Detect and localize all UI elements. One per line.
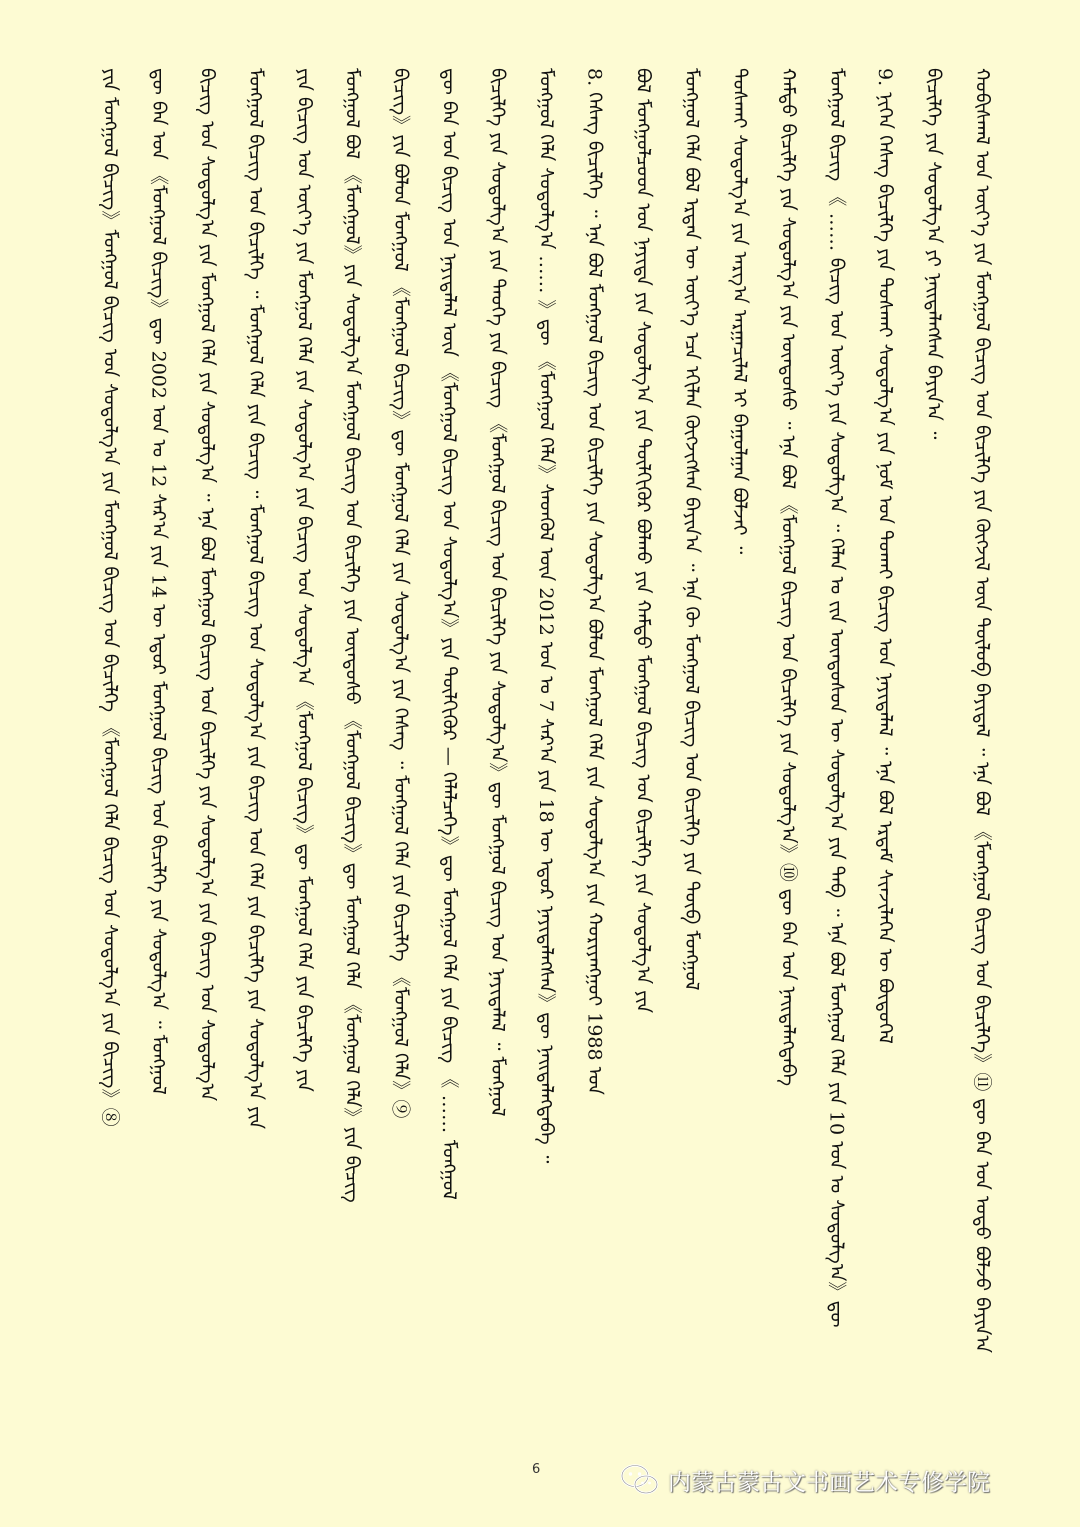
text-column: ᠪᠢᠴᠢᠯᠭᠡ ᠶᠢᠨ ᠰᠤᠳᠤᠯᠭ᠎ᠠ ᠶᠢᠨ ᠲᠡᠦᠬᠡ ᠶᠢᠨ ᠪᠢᠴᠢᠭ 《ᠮᠣᠩᠭᠣᠯ ᠪᠢᠴᠢᠭ ᠤᠨ ᠪᠢᠴᠢᠯᠭᠡ ᠶᠢᠨ ᠰᠤᠳᠤᠯᠭ᠎ᠠ》ᠳᠦ ᠮᠣᠩᠭᠣᠯ ᠪᠢᠴᠢᠭ ᠤᠨ ᠨᠡᠶᠢᠲᠡᠯᠡᠯ ᠃ ᠮᠣᠩᠭᠣᠯ [486,68,509,1117]
text-column: ᠮᠣᠩᠭᠣᠯ ᠪᠣᠯ 《ᠮᠣᠩᠭᠣᠯ》ᠶᠢᠨ ᠰᠤᠳᠤᠯᠭ᠎ᠠ ᠮᠣᠩᠭᠣᠯ ᠪᠢᠴᠢᠭ ᠤᠨ ᠪᠢᠴᠢᠯᠭᠡ ᠶᠢᠨ ᠦᠨᠳᠦᠰᠦ 《ᠮᠣᠩᠭᠣᠯ ᠪᠢᠴᠢᠭ》ᠳᠦ ᠮᠣᠩᠭᠣᠯ ᠬᠡᠯᠡ 《ᠮᠣᠩᠭᠣᠯ ᠬᠡᠯᠡ》ᠶᠢᠨ ᠪᠢᠴᠢᠭ [341,68,364,1203]
text-column: ᠬᠠᠮᠲᠤ ᠪᠢᠴᠢᠯᠭᠡ ᠶᠢᠨ ᠰᠤᠳᠤᠯᠭ᠎ᠠ ᠶᠢᠨ ᠦᠨᠳᠦᠰᠦ ᠃ ᠡᠨᠡ ᠪᠣᠯ 《ᠮᠣᠩᠭᠣᠯ ᠪᠢᠴᠢᠭ ᠤᠨ ᠪᠢᠴᠢᠯᠭᠡ ᠶᠢᠨ ᠰᠤᠳᠤᠯᠭ᠎ᠠ》⑩ ᠳᠦ ᠪᠠᠨ ᠤᠨ ᠨᠡᠢᠲᠡᠯᠡᠭᠳᠡᠪᠡ [777,68,800,1087]
text-column: ᠮᠣᠩᠭᠣᠯ ᠬᠡᠯᠡ ᠪᠣᠯ ᠡᠷᠲᠡᠨ ᠦ ᠦᠶ᠎ᠡ ᠡᠴᠡ ᠡᠬᠢᠯᠡᠨ ᠬᠥᠭᠵᠢᠭᠰᠡᠨ ᠪᠠᠶᠢᠨ᠎ᠠ ᠃ ᠡᠨᠡ ᠬᠦ ᠮᠣᠩᠭᠣᠯ ᠪᠢᠴᠢᠭ ᠤᠨ ᠪᠢᠴᠢᠯᠭᠡ ᠶᠢᠨ ᠲᠦᠪ ᠮᠣᠩᠭᠣᠯ [680,68,703,991]
text-column: ᠮᠣᠩᠭᠣᠯ ᠪᠢᠴᠢᠭ 《 …… ᠪᠢᠴᠢᠭ ᠤᠨ ᠦᠶ᠎ᠡ ᠶᠢᠨ ᠰᠤᠳᠤᠯᠭ᠎ᠠ ᠃ ᠬᠡᠯᠡᠨ ᠤ ᠵᠢᠨ ᠦᠨᠳᠦᠰᠦᠨ ᠦ ᠰᠤᠳᠤᠯᠭ᠎ᠠ ᠶᠢᠨ ᠲᠡᠪ ᠃ ᠡᠨᠡ ᠪᠣᠯ ᠮᠣᠩᠭᠣᠯ ᠬᠡᠯᠡ ᠶᠢᠨ 10 ᠣᠨ ᠤ ᠰᠤᠳᠤᠯᠭ᠎ᠠ》ᠳᠦ [825,68,848,1328]
text-column: ᠪᠣᠯ ᠮᠣᠩᠭᠣᠯᠴᠤᠳ ᠤᠨ ᠨᠡᠶᠢᠲᠡ ᠶᠢᠨ ᠰᠤᠳᠤᠯᠭ᠎ᠠ ᠶᠢᠨ ᠲᠦᠯᠬᠢᠭᠦᠷ ᠪᠣᠯᠬᠤ ᠶᠢᠨ ᠬᠠᠮᠲᠤ ᠮᠣᠩᠭᠣᠯ ᠪᠢᠴᠢᠭ ᠤᠨ ᠪᠢᠴᠢᠯᠭᠡ ᠶᠢᠨ ᠰᠤᠳᠤᠯᠭ᠎ᠠ ᠶᠢᠨ [631,68,654,1014]
text-column: ᠪᠢᠴᠢᠭ》ᠶᠢᠨ ᠪᠣᠯᠤᠨ ᠮᠣᠩᠭᠣᠯ 《ᠮᠣᠩᠭᠣᠯ ᠪᠢᠴᠢᠭ》ᠳᠦ ᠮᠣᠩᠭᠣᠯ ᠬᠡᠯᠡ ᠶᠢᠨ ᠰᠤᠳᠤᠯᠭ᠎ᠠ ᠶᠢᠨ ᠬᠡᠰᠡᠭ ᠃ ᠮᠣᠩᠭᠣᠯ ᠬᠡᠯᠡ ᠶᠢᠨ ᠪᠢᠴᠢᠯᠭᠡ 《ᠮᠣᠩᠭᠣᠯ ᠬᠡᠯᠡ》⑨ [389,68,412,1119]
watermark [620,1460,990,1500]
text-column: ᠲᠤᠰᠬᠠᠢ ᠰᠤᠳᠤᠯᠭ᠎ᠠ ᠶᠢᠨ ᠠᠷᠭ᠎ᠠ ᠠᠷᠭᠠᠴᠢᠯᠠᠯ ᠢ ᠪᠠᠭᠤᠯᠭᠠᠨ ᠪᠣᠯᠵᠠᠢ ᠃ [728,68,751,555]
text-column: ᠶᠢᠨ ᠮᠣᠩᠭᠣᠯ ᠪᠢᠴᠢᠭ》ᠮᠣᠩᠭᠣᠯ ᠪᠢᠴᠢᠭ ᠤᠨ ᠰᠤᠳᠤᠯᠭ᠎ᠠ ᠶᠢᠨ ᠮᠣᠩᠭᠣᠯ ᠪᠢᠴᠢᠭ ᠤᠨ ᠪᠢᠴᠢᠯᠭᠡ 《ᠮᠣᠩᠭᠣᠯ ᠬᠡᠯᠡ ᠪᠢᠴᠢᠭ ᠤᠨ ᠰᠤᠳᠤᠯᠭ᠎ᠠ ᠶᠢᠨ ᠪᠢᠴᠢᠭ》⑧ [99,68,121,1127]
watermark-text: 内蒙古蒙古文书画艺术专修学院 [668,1469,990,1496]
wechat-icon [620,1463,660,1497]
text-column: 9. ᠨᠢᠭᠡᠨ ᠬᠡᠰᠡᠭ ᠪᠢᠴᠢᠯᠭᠡ ᠶᠢᠨ ᠲᠤᠰᠬᠠᠢ ᠰᠤᠳᠤᠯᠭ᠎ᠠ ᠶᠢᠨ ᠨᠣᠮ ᠤᠨ ᠲᠤᠬᠠᠢ ᠪᠢᠴᠢᠭ ᠤᠨ ᠨᠡᠶᠢᠲᠡᠯᠡᠯ ᠃ ᠡᠨᠡ ᠪᠣᠯ ᠡᠷᠳᠡᠮ ᠰᠢᠨᠵᠢᠯᠡᠭᠡᠨ ᠦ ᠪᠦᠲᠦᠭᠡᠯ [874,68,896,1044]
vertical-text-area [96,68,996,1468]
text-column: ᠮᠣᠩᠭᠣᠯ ᠪᠢᠴᠢᠭ ᠤᠨ ᠪᠢᠴᠢᠯᠭᠡ ᠃ ᠮᠣᠩᠭᠣᠯ ᠬᠡᠯᠡ ᠶᠢᠨ ᠪᠢᠴᠢᠭ ᠃ ᠮᠣᠩᠭᠣᠯ ᠪᠢᠴᠢᠭ ᠤᠨ ᠰᠤᠳᠤᠯᠭ᠎ᠠ ᠶᠢᠨ ᠪᠢᠴᠢᠭ ᠤᠨ ᠬᠡᠯᠡ ᠶᠢᠨ ᠪᠢᠴᠢᠯᠭᠡ ᠶᠢᠨ ᠰᠤᠳᠤᠯᠭ᠎ᠠ ᠶᠢᠨ [244,68,267,1130]
text-column: 8. ᠬᠡᠰᠡᠭ ᠪᠢᠴᠢᠯᠭᠡ ᠃ ᠡᠨᠡ ᠪᠣᠯ ᠮᠣᠩᠭᠣᠯ ᠪᠢᠴᠢᠭ ᠤᠨ ᠪᠢᠴᠢᠯᠭᠡ ᠶᠢᠨ ᠰᠤᠳᠤᠯᠭ᠎ᠠ ᠪᠣᠯᠤᠨ ᠮᠣᠩᠭᠣᠯ ᠬᠡᠯᠡ ᠶᠢᠨ ᠰᠤᠳᠤᠯᠭ᠎ᠠ ᠶᠢᠨ ᠬᠤᠷᠢᠶᠠᠩᠭᠤᠢ 1988 ᠣᠨ [583,68,606,1095]
text-column: ᠪᠢᠴᠢᠯᠭᠡ ᠶᠢᠨ ᠰᠤᠳᠤᠯᠭ᠎ᠠ ᠶᠢ ᠨᠡᠢᠲᠡᠯᠡᠭᠰᠡᠨ ᠪᠠᠶᠢᠨ᠎ᠠ ᠃ [922,68,945,440]
text-column: ᠮᠣᠩᠭᠣᠯ ᠬᠡᠯᠡ ᠰᠤᠳᠤᠯᠭ᠎ᠠ …… 》ᠳᠦ 《ᠮᠣᠩᠭᠣᠯ ᠬᠡᠯᠡ》ᠰᠡᠳᠬᠦᠯ ᠦᠨ 2012 ᠣᠨ ᠤ 7 ᠰᠠᠷ᠎ᠠ ᠶᠢᠨ 18 ᠦ ᠡᠳᠦᠷ ᠨᠡᠶᠢᠲᠡᠯᠡᠭᠰᠡᠨ》ᠳᠦ ᠨᠡᠢᠲᠡᠯᠡᠭᠳᠡᠪᠡ ᠃ [534,68,557,1164]
text-column: ᠳᠦ ᠪᠠᠨ ᠤᠨ 《ᠮᠣᠩᠭᠣᠯ ᠪᠢᠴᠢᠭ》ᠳᠦ 2002 ᠣᠨ ᠤ 12 ᠰᠠᠷ᠎ᠠ ᠶᠢᠨ 14 ᠦ ᠡᠳᠦᠷ ᠮᠣᠩᠭᠣᠯ ᠪᠢᠴᠢᠭ ᠤᠨ ᠪᠢᠴᠢᠯᠭᠡ ᠶᠢᠨ ᠰᠤᠳᠤᠯᠭ᠎ᠠ ᠃ ᠮᠣᠩᠭᠣᠯ [147,68,170,1095]
text-column: ᠶᠢᠨ ᠪᠢᠴᠢᠭ ᠤᠨ ᠦᠶ᠎ᠡ ᠶᠢᠨ ᠮᠣᠩᠭᠣᠯ ᠬᠡᠯᠡ ᠶᠢᠨ ᠰᠤᠳᠤᠯᠭ᠎ᠠ ᠶᠢᠨ ᠪᠢᠴᠢᠭ ᠤᠨ ᠰᠤᠳᠤᠯᠭ᠎ᠠ 《ᠮᠣᠩᠭᠣᠯ ᠪᠢᠴᠢᠭ》ᠳᠦ ᠮᠣᠩᠭᠣᠯ ᠬᠡᠯᠡ ᠶᠢᠨ ᠪᠢᠴᠢᠯᠭᠡ ᠶᠢᠨ [292,68,315,1092]
text-column: ᠬᠤᠪᠢᠰᠬᠠᠯ ᠤᠨ ᠦᠶ᠎ᠡ ᠶᠢᠨ ᠮᠣᠩᠭᠣᠯ ᠪᠢᠴᠢᠭ ᠤᠨ ᠪᠢᠴᠢᠯᠭᠡ ᠶᠢᠨ ᠬᠥᠭᠵᠢᠯ ᠦᠨ ᠲᠥᠯᠥᠪ ᠪᠠᠶᠢᠳᠠᠯ ᠃ ᠡᠨᠡ ᠪᠣᠯ 《ᠮᠣᠩᠭᠣᠯ ᠪᠢᠴᠢᠭ ᠤᠨ ᠪᠢᠴᠢᠯᠭᠡ》⑪ ᠳᠦ ᠪᠠᠨ ᠤᠨ ᠤᠳᠤ ᠪᠣᠯᠵᠤ ᠪᠠᠶᠢᠨ᠎ᠠ [970,68,993,1354]
text-column: ᠳᠦ ᠪᠠᠨ ᠤᠨ ᠪᠢᠴᠢᠭ ᠤᠨ ᠨᠡᠶᠢᠲᠡᠯᠡᠯ ᠦᠨ 《ᠮᠣᠩᠭᠣᠯ ᠪᠢᠴᠢᠭ ᠤᠨ ᠰᠤᠳᠤᠯᠭ᠎ᠠ》ᠶᠢᠨ ᠲᠦᠯᠬᠢᠭᠦᠷ — ᠬᠡᠯᠡᠯᠴᠡᠭᠡ》ᠳᠦ ᠮᠣᠩᠭᠣᠯ ᠬᠡᠯᠡ ᠶᠢᠨ ᠪᠢᠴᠢᠭ 《 …… ᠮᠣᠩᠭᠣᠯ [438,68,461,1200]
text-column: ᠪᠢᠴᠢᠭ ᠤᠨ ᠰᠤᠳᠤᠯᠭ᠎ᠠ ᠶᠢᠨ ᠮᠣᠩᠭᠣᠯ ᠬᠡᠯᠡ ᠶᠢᠨ ᠰᠤᠳᠤᠯᠭ᠎ᠠ ᠃ ᠡᠨᠡ ᠪᠣᠯ ᠮᠣᠩᠭᠣᠯ ᠪᠢᠴᠢᠭ ᠤᠨ ᠪᠢᠴᠢᠯᠭᠡ ᠶᠢᠨ ᠰᠤᠳᠤᠯᠭ᠎ᠠ ᠶᠢᠨ ᠪᠢᠴᠢᠭ ᠤᠨ ᠰᠤᠳᠤᠯᠭ᠎ᠠ [195,68,218,1102]
page-number: 6 [532,1462,541,1477]
